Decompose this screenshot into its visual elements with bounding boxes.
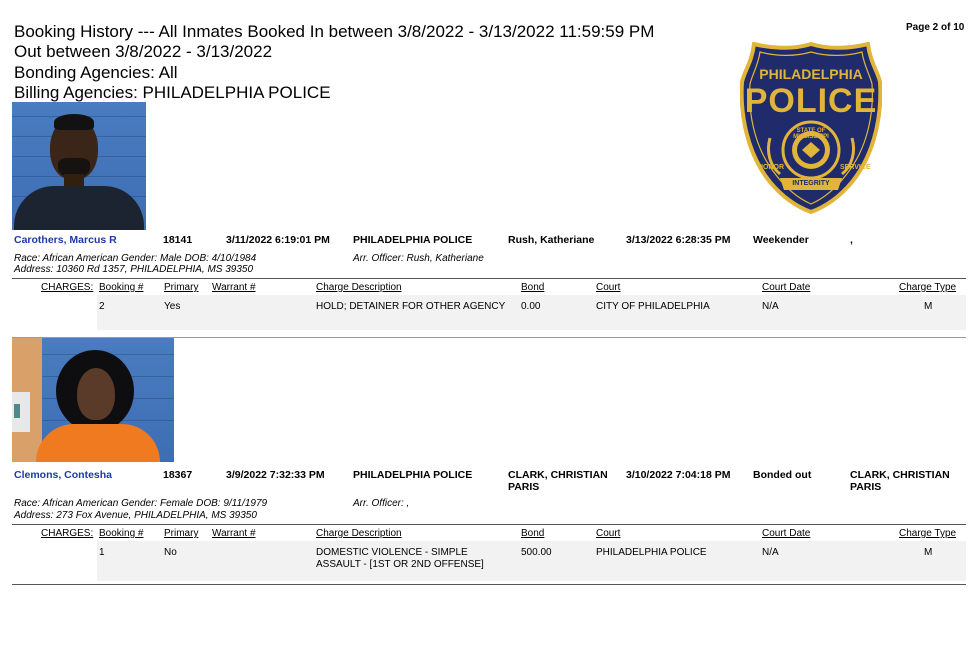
mugshot-photo	[12, 338, 174, 462]
col-court-header: Court	[596, 282, 621, 293]
arresting-agency: PHILADELPHIA POLICE	[353, 234, 473, 246]
arresting-officer: Arr. Officer: ,	[353, 498, 410, 509]
inmate-demographics: Race: African American Gender: Female DOB: 9/11/1979	[14, 498, 268, 509]
col-court-date-header: Court Date	[762, 282, 811, 293]
col-charge-type-header: Charge Type	[899, 282, 957, 293]
charge-booking-number: 1	[99, 547, 105, 558]
charge-bond: 500.00	[521, 547, 552, 558]
arresting-agency: PHILADELPHIA POLICE	[353, 469, 473, 481]
booked-datetime: 3/9/2022 7:32:33 PM	[226, 469, 325, 481]
report-title: Booking History --- All Inmates Booked In between 3/8/2022 - 3/13/2022 11:59:59 PM	[14, 22, 655, 41]
inmate-address: Address: 10360 Rd 1357, PHILADELPHIA, MS 39350	[14, 264, 254, 275]
badge-left-text: HONOR	[758, 164, 785, 171]
released-to: CLARK, CHRISTIAN	[850, 469, 950, 481]
charge-type: M	[924, 301, 933, 312]
charge-bond: 0.00	[521, 301, 541, 312]
released-to: ,	[850, 234, 853, 246]
officer-name-cont: PARIS	[508, 481, 540, 493]
col-primary-header: Primary	[164, 528, 199, 539]
released-datetime: 3/13/2022 6:28:35 PM	[626, 234, 731, 246]
charge-court: CITY OF PHILADELPHIA	[596, 301, 710, 312]
charge-court-date: N/A	[762, 547, 779, 558]
police-badge-logo	[740, 42, 882, 214]
section-divider	[12, 278, 966, 279]
col-booking-header: Booking #	[99, 282, 144, 293]
mugshot-photo	[12, 102, 146, 230]
released-datetime: 3/10/2022 7:04:18 PM	[626, 469, 731, 481]
col-description-header: Charge Description	[316, 528, 402, 539]
badge-bottom-text: INTEGRITY	[792, 180, 830, 187]
record-divider	[12, 584, 966, 585]
charges-label: CHARGES:	[41, 528, 94, 539]
release-type: Bonded out	[753, 469, 812, 481]
inmate-address: Address: 273 Fox Avenue, PHILADELPHIA, MS 39350	[14, 510, 257, 521]
charge-description-cont: ASSAULT - [1ST OR 2ND OFFENSE]	[316, 559, 484, 570]
col-warrant-header: Warrant #	[212, 282, 256, 293]
inmate-name[interactable]: Carothers, Marcus R	[14, 234, 117, 246]
badge-top-text: PHILADELPHIA	[759, 66, 863, 82]
page-number: Page 2 of 10	[906, 22, 965, 33]
col-description-header: Charge Description	[316, 282, 402, 293]
charge-booking-number: 2	[99, 301, 105, 312]
charge-court-date: N/A	[762, 301, 779, 312]
inmate-name[interactable]: Clemons, Contesha	[14, 469, 113, 481]
inmate-id: 18141	[163, 234, 193, 246]
released-to-cont: PARIS	[850, 481, 882, 493]
badge-main-text: POLICE	[744, 82, 878, 120]
officer-name: CLARK, CHRISTIAN	[508, 469, 608, 481]
badge-seal-text: STATE OF MISSISSIPPI	[793, 128, 829, 140]
charge-description: DOMESTIC VIOLENCE - SIMPLE	[316, 547, 468, 558]
col-primary-header: Primary	[164, 282, 199, 293]
charge-primary: No	[164, 547, 177, 558]
release-type: Weekender	[753, 234, 809, 246]
report-bonding-agencies: Bonding Agencies: All	[14, 63, 178, 82]
report-out-range: Out between 3/8/2022 - 3/13/2022	[14, 42, 273, 61]
col-warrant-header: Warrant #	[212, 528, 256, 539]
col-bond-header: Bond	[521, 282, 545, 293]
report-billing-agencies: Billing Agencies: PHILADELPHIA POLICE	[14, 83, 331, 102]
booked-datetime: 3/11/2022 6:19:01 PM	[226, 234, 330, 246]
charges-label: CHARGES:	[41, 282, 94, 293]
col-court-header: Court	[596, 528, 621, 539]
charge-court: PHILADELPHIA POLICE	[596, 547, 707, 558]
col-charge-type-header: Charge Type	[899, 528, 957, 539]
col-booking-header: Booking #	[99, 528, 144, 539]
badge-right-text: SERVICE	[840, 164, 871, 171]
charge-description: HOLD; DETAINER FOR OTHER AGENCY	[316, 301, 506, 312]
inmate-id: 18367	[163, 469, 193, 481]
charge-primary: Yes	[164, 301, 181, 312]
inmate-demographics: Race: African American Gender: Male DOB: 4/10/1984	[14, 253, 257, 264]
charge-type: M	[924, 547, 933, 558]
section-divider	[12, 524, 966, 525]
col-court-date-header: Court Date	[762, 528, 811, 539]
officer-name: Rush, Katheriane	[508, 234, 595, 246]
col-bond-header: Bond	[521, 528, 545, 539]
arresting-officer: Arr. Officer: Rush, Katheriane	[353, 253, 484, 264]
